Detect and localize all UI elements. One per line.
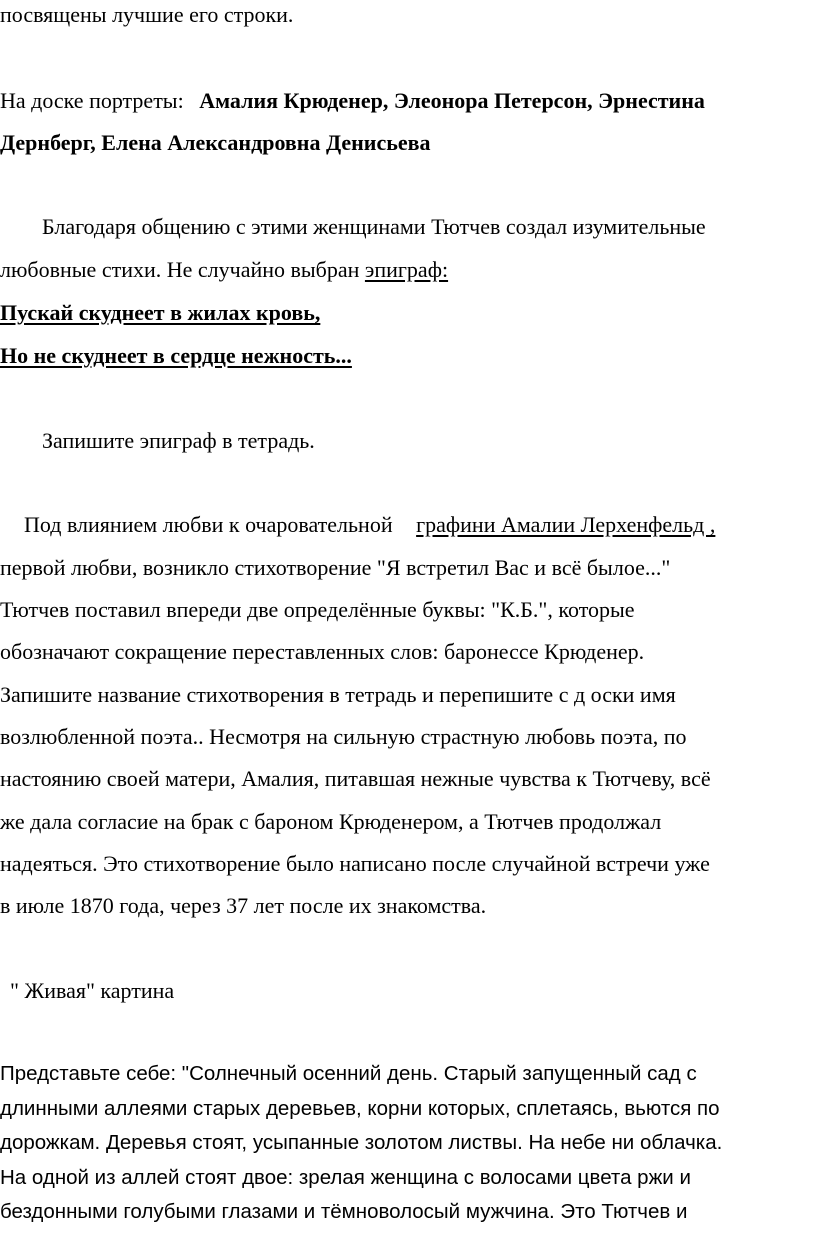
paragraph-line: возлюбленной поэта.. Несмотря на сильную страстную любовь поэта, по (0, 724, 687, 749)
paragraph-text: любовные стихи. Не случайно выбран (0, 257, 360, 282)
epigraph-line: Пускай скуднеет в жилах кровь, (0, 300, 321, 325)
task-line: Запишите эпиграф в тетрадь. (42, 428, 315, 453)
section-heading: " Живая" картина (10, 978, 175, 1003)
paragraph-line: Представьте себе: "Солнечный осенний день. Старый запущенный сад с (0, 1062, 697, 1085)
paragraph-line: обозначают сокращение переставленных слов: баронессе Крюденер. (0, 639, 645, 664)
portraits-line (0, 90, 705, 112)
paragraph-line: первой любви, возникло стихотворение "Я встретил Вас и всё былое..." (0, 555, 671, 580)
paragraph-line: настоянию своей матери, Амалия, питавшая нежные чувства к Тютчеву, всё (0, 766, 711, 791)
paragraph-line: бездонными голубыми глазами и тёмноволосый мужчина. Это Тютчев и (0, 1200, 688, 1223)
text-line: посвящены лучшие его строки. (0, 2, 294, 27)
countess-link[interactable]: графини Амалии Лерхенфельд , (416, 512, 716, 537)
paragraph-line: длинными аллеями старых деревьев, корни которых, сплетаясь, вьются по (0, 1097, 720, 1120)
paragraph-text: Под влиянием любви к очаровательной (24, 512, 393, 537)
paragraph-line: На одной из аллей стоят двое: зрелая женщина с волосами цвета ржи и (0, 1166, 691, 1189)
paragraph-line: дорожкам. Деревья стоят, усыпанные золотом листвы. На небе ни облачка. (0, 1131, 723, 1154)
paragraph-line: Благодаря общению с этими женщинами Тютчев создал изумительные (42, 214, 706, 239)
portraits-label: На доске портреты: (0, 88, 184, 113)
epigraph-link[interactable]: эпиграф: (364, 257, 449, 282)
paragraph-line: Запишите название стихотворения в тетрадь и перепишите с д оски имя (0, 682, 676, 707)
epigraph-line: Но не скуднеет в сердце нежность... (0, 343, 352, 368)
paragraph-line: Тютчев поставил впереди две определённые буквы: "К.Б.", которые (0, 597, 635, 622)
paragraph-line: в июле 1870 года, через 37 лет после их знакомства. (0, 893, 487, 918)
paragraph-line: же дала согласие на брак с бароном Крюденером, а Тютчев продолжал (0, 809, 662, 834)
paragraph-line (24, 514, 715, 536)
paragraph-line (0, 259, 448, 281)
portraits-names: Амалия Крюденер, Элеонора Петерсон, Эрнестина (199, 88, 705, 113)
portraits-names-continued: Дернберг, Елена Александровна Денисьева (0, 130, 431, 155)
paragraph-line: надеяться. Это стихотворение было написано после случайной встречи уже (0, 851, 710, 876)
